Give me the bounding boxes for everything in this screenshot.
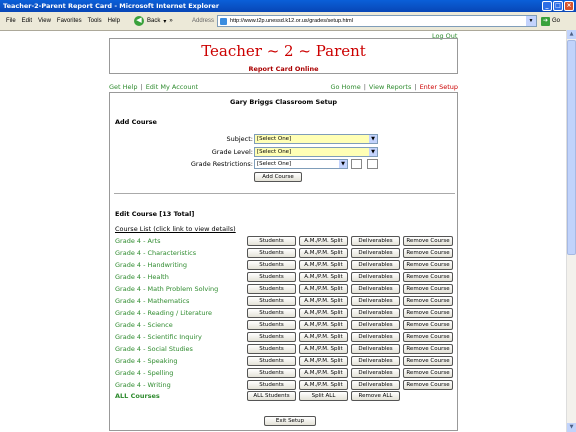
remove-course-button[interactable]: Remove Course [403,380,453,390]
all-courses-label: ALL Courses [115,392,160,400]
subject-row [110,134,459,144]
back-arrow-icon[interactable]: ◀ [134,16,144,26]
subject-select-value: [Select One] [257,136,292,142]
deliverables-button[interactable]: Deliverables [351,236,400,246]
exit-setup-button[interactable]: Exit Setup [264,416,316,426]
grade-restrictions-select-value: [Select One] [257,161,292,167]
am-pm-split-button[interactable]: A.M./P.M. Split [299,308,348,318]
deliverables-button[interactable]: Deliverables [351,272,400,282]
deliverables-button[interactable]: Deliverables [351,296,400,306]
course-link[interactable]: Grade 4 - Health [115,273,169,281]
close-button[interactable]: × [564,1,574,11]
get-help-link[interactable]: Get Help [109,83,138,91]
address-dropdown-icon[interactable]: ▼ [526,16,536,26]
scroll-up-icon[interactable]: ▲ [567,30,576,39]
remove-course-button[interactable]: Remove Course [403,344,453,354]
add-course-button[interactable]: Add Course [254,172,302,182]
site-header [109,38,458,74]
deliverables-button[interactable]: Deliverables [351,308,400,318]
add-course-title: Add Course [115,118,157,126]
chevron-down-icon[interactable]: ▾ [163,18,167,25]
am-pm-split-button[interactable]: A.M./P.M. Split [299,320,348,330]
am-pm-split-button[interactable]: A.M./P.M. Split [299,260,348,270]
course-link[interactable]: Grade 4 - Handwriting [115,261,188,269]
course-list-header: Course List (click link to view details) [115,225,236,233]
address-url: http://www.t2p.unessd.k12.or.us/grades/setup.html [230,18,353,24]
scroll-down-icon[interactable]: ▼ [567,423,576,432]
course-link[interactable]: Grade 4 - Writing [115,381,171,389]
am-pm-split-button[interactable]: A.M./P.M. Split [299,356,348,366]
menu-view[interactable]: View [38,18,51,24]
grade-restrictions-select[interactable] [254,159,348,169]
students-button[interactable]: Students [247,260,296,270]
view-reports-link[interactable]: View Reports [368,83,412,91]
grade-level-select[interactable] [254,147,378,157]
students-button[interactable]: Students [247,380,296,390]
course-link[interactable]: Grade 4 - Characteristics [115,249,197,257]
grade-level-label: Grade Level: [211,148,253,156]
deliverables-button[interactable]: Deliverables [351,248,400,258]
deliverables-button[interactable]: Deliverables [351,368,400,378]
students-button[interactable]: Students [247,320,296,330]
grade-level-row [110,147,459,157]
course-link[interactable]: Grade 4 - Mathematics [115,297,190,305]
deliverables-button[interactable]: Deliverables [351,380,400,390]
chevron-down-icon: ▼ [369,148,377,156]
course-link[interactable]: Grade 4 - Math Problem Solving [115,285,219,293]
grade-restrictions-label: Grade Restrictions: [190,160,253,168]
subject-label: Subject: [226,135,253,143]
students-button[interactable]: Students [247,308,296,318]
remove-course-button[interactable]: Remove Course [403,236,453,246]
am-pm-split-button[interactable]: A.M./P.M. Split [299,236,348,246]
am-pm-split-button[interactable]: A.M./P.M. Split [299,368,348,378]
go-arrow-icon: ➔ [543,17,549,24]
back-button[interactable]: Back [147,18,161,24]
menu-favorites[interactable]: Favorites [56,18,82,24]
deliverables-button[interactable]: Deliverables [351,344,400,354]
remove-course-button[interactable]: Remove Course [403,284,453,294]
menu-file[interactable]: File [6,18,16,24]
course-link[interactable]: Grade 4 - Spelling [115,369,174,377]
section-divider [114,193,455,194]
scrollbar-thumb[interactable] [567,40,576,255]
maximize-button[interactable]: □ [553,1,563,11]
am-pm-split-button[interactable]: A.M./P.M. Split [299,272,348,282]
menu-help[interactable]: Help [107,18,120,24]
remove-course-button[interactable]: Remove Course [403,296,453,306]
nav-links: Get Help | Edit My Account Go Home | View Reports | Enter Setup [109,83,458,91]
toolbar [134,12,190,30]
chevron-down-icon: ▼ [339,160,347,168]
am-pm-split-button[interactable]: A.M./P.M. Split [299,284,348,294]
edit-course-title: Edit Course [13 Total] [115,210,195,218]
am-pm-split-button[interactable]: A.M./P.M. Split [299,332,348,342]
remove-all-button[interactable]: Remove ALL [351,391,400,401]
grade-restrictions-row [110,159,459,169]
chevron-down-icon: ▼ [369,135,377,143]
students-button[interactable]: Students [247,296,296,306]
students-button[interactable]: Students [247,344,296,354]
subject-select[interactable] [254,134,378,144]
remove-course-button[interactable]: Remove Course [403,260,453,270]
site-title: Teacher ~ 2 ~ Parent [201,42,366,60]
address-bar [192,13,576,29]
page-title: Gary Briggs Classroom Setup [229,98,338,106]
remove-course-button[interactable]: Remove Course [403,272,453,282]
grade-restriction-min-input[interactable] [351,159,362,169]
remove-course-button[interactable]: Remove Course [403,368,453,378]
go-label: Go [552,18,561,24]
students-button[interactable]: Students [247,236,296,246]
go-button[interactable] [541,17,560,26]
more-chevron-icon[interactable]: » [169,18,173,24]
students-button[interactable]: Students [247,272,296,282]
grade-restriction-max-input[interactable] [367,159,378,169]
am-pm-split-button[interactable]: A.M./P.M. Split [299,296,348,306]
am-pm-split-button[interactable]: A.M./P.M. Split [299,380,348,390]
site-subtitle: Report Card Online [248,65,319,73]
students-button[interactable]: Students [247,368,296,378]
remove-course-button[interactable]: Remove Course [403,248,453,258]
window-title: Teacher-2-Parent Report Card - Microsoft Internet Explorer [3,2,220,10]
vertical-scrollbar[interactable] [566,30,576,432]
course-link[interactable]: Grade 4 - Scientific Inquiry [115,333,202,341]
deliverables-button[interactable]: Deliverables [351,356,400,366]
menu-edit[interactable]: Edit [21,18,33,24]
deliverables-button[interactable]: Deliverables [351,332,400,342]
address-input[interactable] [217,15,537,27]
all-students-button[interactable]: ALL Students [247,391,296,401]
remove-course-button[interactable]: Remove Course [403,308,453,318]
address-label: Address [192,18,215,24]
am-pm-split-button[interactable]: A.M./P.M. Split [299,344,348,354]
window-title-bar [0,0,576,12]
go-home-link[interactable]: Go Home [330,83,361,91]
remove-course-button[interactable]: Remove Course [403,332,453,342]
grade-level-select-value: [Select One] [257,149,292,155]
deliverables-button[interactable]: Deliverables [351,320,400,330]
remove-course-button[interactable]: Remove Course [403,320,453,330]
course-link[interactable]: Grade 4 - Science [115,321,173,329]
minimize-button[interactable]: _ [542,1,552,11]
course-link[interactable]: Grade 4 - Reading / Literature [115,309,213,317]
setup-panel [109,92,458,431]
students-button[interactable]: Students [247,284,296,294]
deliverables-button[interactable]: Deliverables [351,260,400,270]
students-button[interactable]: Students [247,332,296,342]
course-link[interactable]: Grade 4 - Speaking [115,357,178,365]
page-icon [220,18,227,25]
split-all-button[interactable]: Split ALL [299,391,348,401]
edit-account-link[interactable]: Edit My Account [145,83,199,91]
logout-link[interactable]: Log Out [432,32,458,40]
deliverables-button[interactable]: Deliverables [351,284,400,294]
enter-setup-link[interactable]: Enter Setup [419,83,458,91]
menu-tools[interactable]: Tools [87,18,102,24]
course-link[interactable]: Grade 4 - Social Studies [115,345,193,353]
students-button[interactable]: Students [247,248,296,258]
students-button[interactable]: Students [247,356,296,366]
remove-course-button[interactable]: Remove Course [403,356,453,366]
course-link[interactable]: Grade 4 - Arts [115,237,161,245]
am-pm-split-button[interactable]: A.M./P.M. Split [299,248,348,258]
menu-bar [0,12,130,30]
